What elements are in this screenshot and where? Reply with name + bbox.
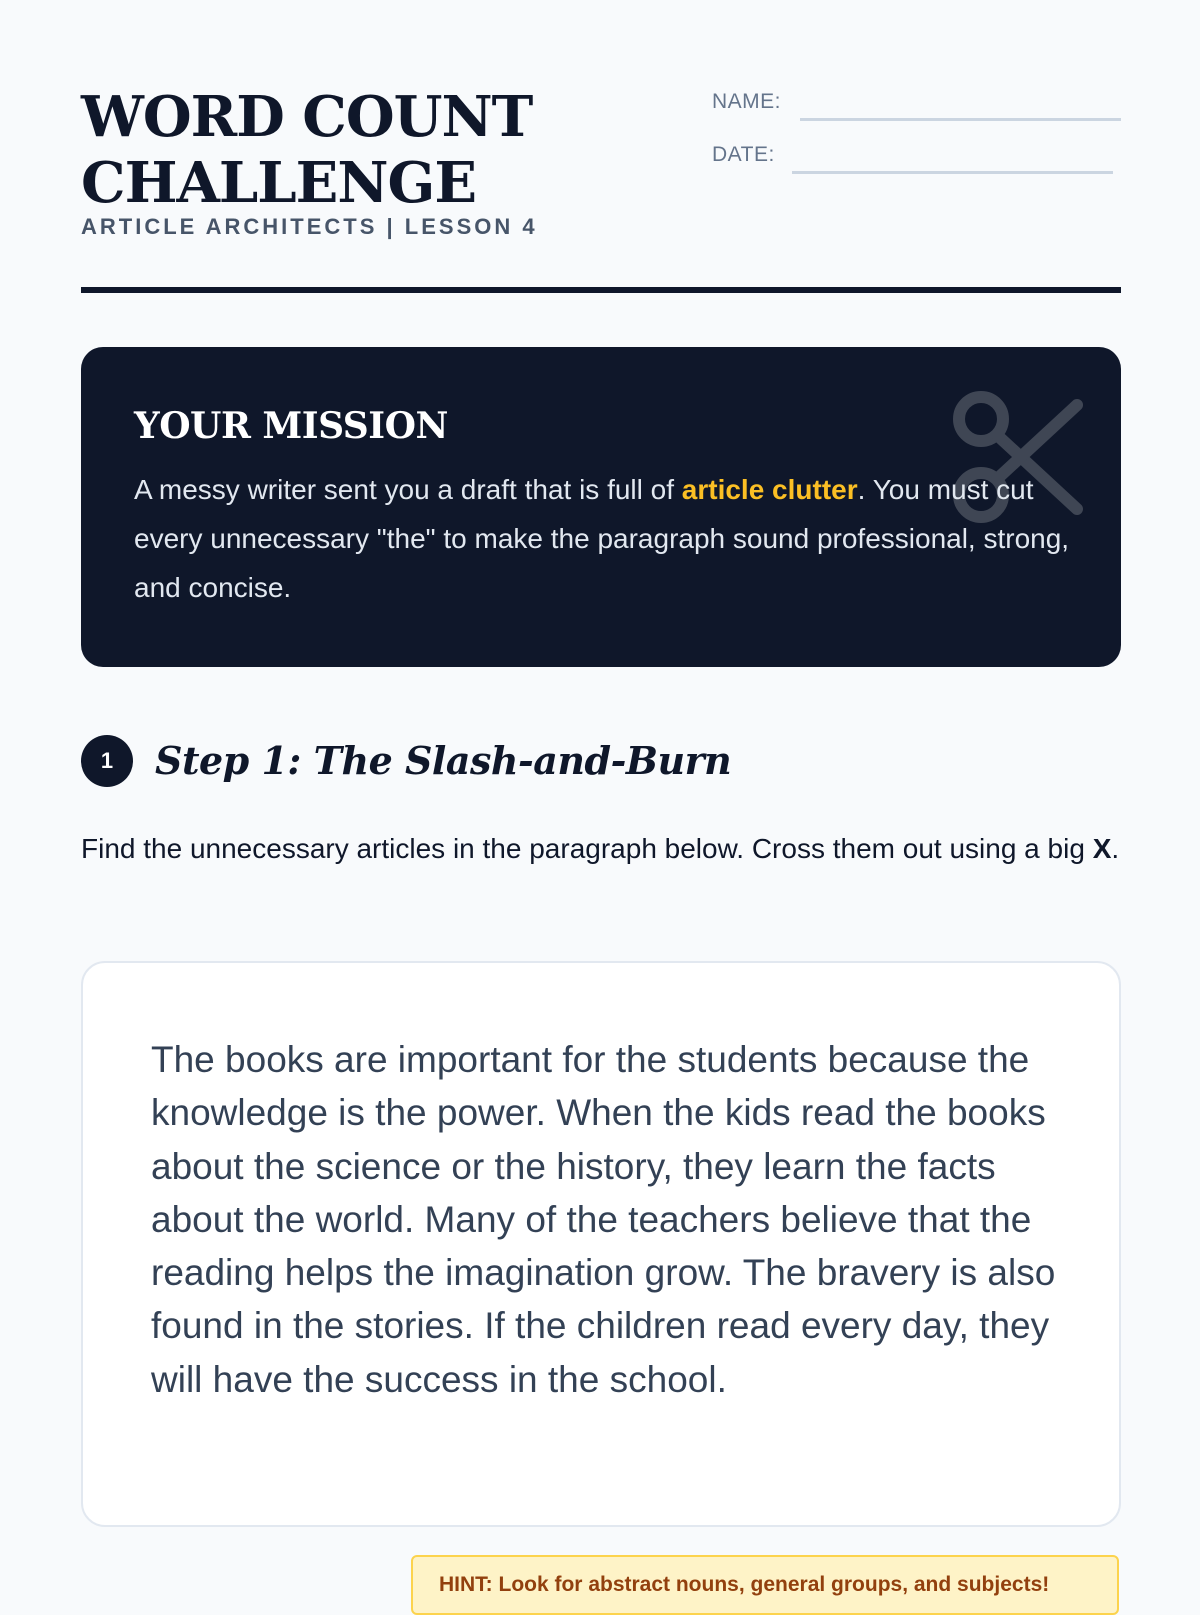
mission-highlight: article clutter	[681, 474, 858, 505]
name-field[interactable]	[800, 118, 1121, 121]
draft-paragraph[interactable]: The books are important for the students because the knowledge is the power. When the kids read the books about the science or the history, they learn the facts about the world. Many of the teachers believe that the reading helps the imagination grow. The bravery is also found in the stories. If the children read every day, they will have the success in the school.	[151, 1039, 1056, 1400]
instructions-end: .	[1111, 833, 1120, 864]
name-label: NAME:	[712, 90, 782, 113]
mission-card	[81, 347, 1121, 667]
lesson-subtitle: ARTICLE ARCHITECTS | LESSON 4	[81, 214, 538, 239]
step-title: Step 1: The Slash-and-Burn	[155, 738, 732, 783]
step-heading	[81, 733, 1121, 793]
mission-text-start: A messy writer sent you a draft that is full of	[134, 474, 682, 505]
hint-text: HINT: Look for abstract nouns, general groups, and subjects!	[439, 1573, 1050, 1596]
date-row	[712, 137, 1121, 177]
step-number-badge: 1	[81, 735, 133, 787]
hint-box	[411, 1555, 1119, 1615]
page-title: WORD COUNT CHALLENGE	[81, 84, 533, 216]
draft-paragraph-box	[81, 961, 1121, 1527]
mission-text-end: . You must cut every unnecessary "the" to make the paragraph sound professional, strong, and concise.	[134, 474, 1070, 603]
date-field[interactable]	[792, 171, 1113, 174]
name-row	[712, 84, 1121, 124]
mission-description	[134, 465, 1074, 612]
date-label: DATE:	[712, 143, 775, 166]
instructions-x-mark: X	[1092, 833, 1112, 864]
header-divider	[81, 287, 1121, 293]
instructions-text: Find the unnecessary articles in the paragraph below. Cross them out using a big	[81, 833, 1093, 864]
step-instructions	[81, 826, 1121, 872]
mission-title: YOUR MISSION	[134, 405, 448, 447]
worksheet-header	[81, 80, 1121, 295]
